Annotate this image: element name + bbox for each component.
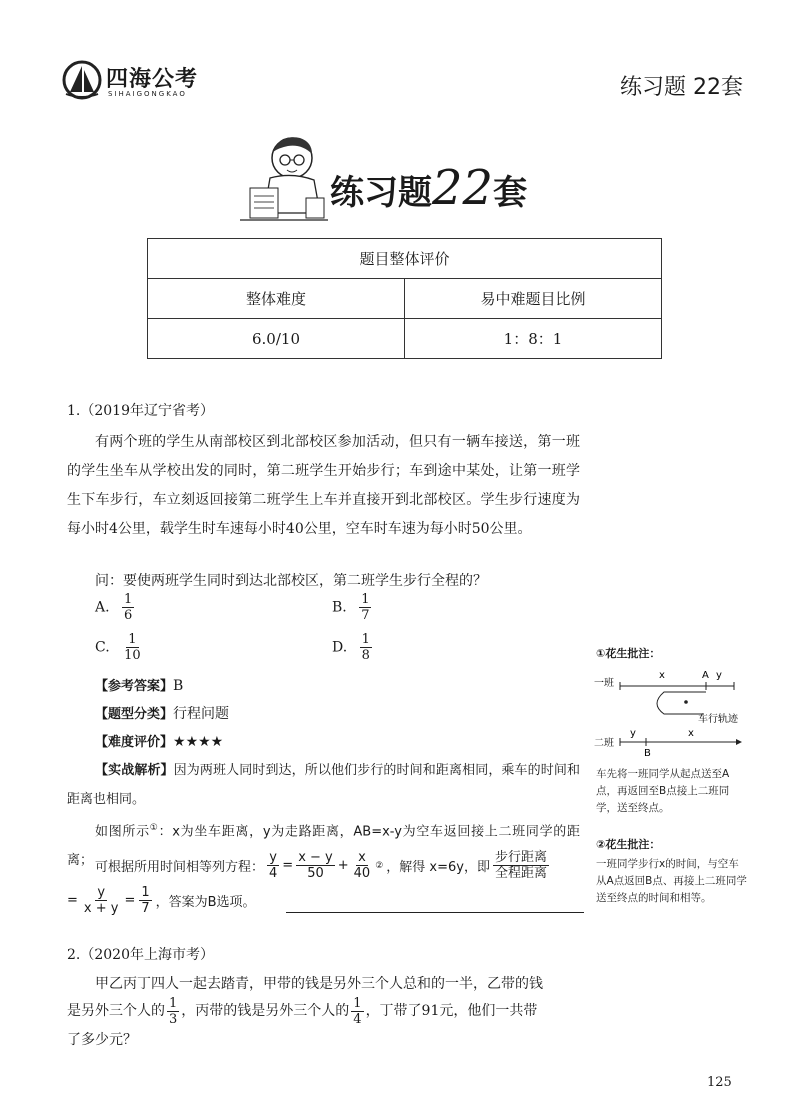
- overall-difficulty-value: 6.0/10: [148, 319, 405, 359]
- diagram-y2-label: y: [630, 728, 636, 739]
- difficulty-ratio-value: 1：8：1: [405, 319, 662, 359]
- diagram-x1-label: x: [659, 670, 665, 681]
- note-1-title: ①花生批注：: [596, 647, 661, 660]
- analysis-equation: 可根据所用时间相等列方程： $\frac{y}{4}$ = $\frac{x - y}{50}$ + $\frac{x}{40}$ ② ，解得 x=6y，即 $\frac{\text{步行距离}}{\text{全程距离}}$: [95, 850, 547, 881]
- page-title: 练习题22套: [330, 160, 528, 216]
- note-2-title: ②花生批注：: [596, 838, 661, 851]
- logo-text: 四海公考: [106, 67, 199, 92]
- sailboat-logo-icon: [62, 60, 102, 100]
- option-d[interactable]: D. $\frac{1}{8}$: [332, 632, 370, 663]
- logo-subtext: SIHAIGONGKAO: [108, 90, 187, 98]
- diagram-class1-label: 一班: [594, 678, 614, 689]
- question-2-line-1: 甲乙丙丁四人一起去踏青，甲带的钱是另外三个人总和的一半，乙带的钱: [95, 976, 543, 992]
- diagram-y1-label: y: [716, 670, 722, 681]
- diagram-x2-label: x: [688, 728, 694, 739]
- diagram-A-label: A: [702, 670, 709, 681]
- difficulty-ratio-label: 易中难题目比例: [405, 279, 662, 319]
- evaluation-table: [147, 238, 662, 359]
- question-1-body: 有两个班的学生从南部校区到北部校区参加活动，但只有一辆车接送，第一班的学生坐车从学校出发的同时，第二班学生开始步行；车到途中某处，让第一班学生下车步行，车立刻返回接第二班学生上车并直接开到北部校区。学生步行速度为每小时4公里，载学生时车速每小时40公里，空车时车速为每小时50公里。: [67, 434, 580, 537]
- question-2-header: 2.（2020年上海市考）: [67, 947, 214, 963]
- note-2-text: 一班同学步行x的时间，与空车从A点返回B点、再接上二班同学送至终点的时间和相等。: [596, 858, 747, 904]
- evaluation-heading: 题目整体评价: [148, 239, 662, 279]
- overall-difficulty-label: 整体难度: [148, 279, 405, 319]
- answer-line: 【参考答案】B: [95, 678, 184, 694]
- option-a[interactable]: A. $\frac{1}{6}$: [95, 592, 133, 623]
- equation-underline: [286, 912, 584, 913]
- logo: [62, 60, 212, 110]
- option-c[interactable]: C. $\frac{1}{10}$: [95, 632, 141, 663]
- difficulty-line: 【难度评价】★★★★: [95, 734, 224, 750]
- diagram-B-label: B: [644, 748, 651, 756]
- question-2-line-2: 是另外三个人的 $\frac{1}{3}$ ，丙带的钱是另外三个人的 $\frac{1}{4}$ ，丁带了91元，他们一共带: [67, 996, 538, 1027]
- header-title: 练习题 22套: [620, 75, 743, 100]
- page-number: 125: [707, 1075, 732, 1090]
- route-diagram: [594, 664, 754, 756]
- question-2-line-3: 了多少元？: [67, 1032, 137, 1048]
- diagram-car-track-label: 车行轨迹: [698, 714, 738, 725]
- diagram-class2-label: 二班: [594, 738, 614, 749]
- analysis-paragraph-2: 如图所示①：x为坐车距离，y为走路距离，AB=x-y为空车返回接上二班同学的距离；: [67, 823, 580, 869]
- note-1-text: 车先将一班同学从起点送至A点，再返回至B点接上二班同学，送至终点。: [596, 768, 730, 814]
- analysis-conclusion: = $\frac{y}{x + y}$ = $\frac{1}{7}$ ，答案为B选项。: [67, 885, 256, 916]
- type-line: 【题型分类】行程问题: [95, 706, 230, 722]
- cartoon-student-icon: [240, 128, 330, 223]
- question-1-prompt: 问：要使两班学生同时到达北部校区，第二班学生步行全程的？: [95, 573, 487, 589]
- option-b[interactable]: B. $\frac{1}{7}$: [332, 592, 370, 623]
- question-1-header: 1.（2019年辽宁省考）: [67, 403, 214, 419]
- analysis-paragraph-1: 【实战解析】因为两班人同时到达，所以他们步行的时间和距离相同，乘车的时间和距离也相同。: [67, 763, 580, 807]
